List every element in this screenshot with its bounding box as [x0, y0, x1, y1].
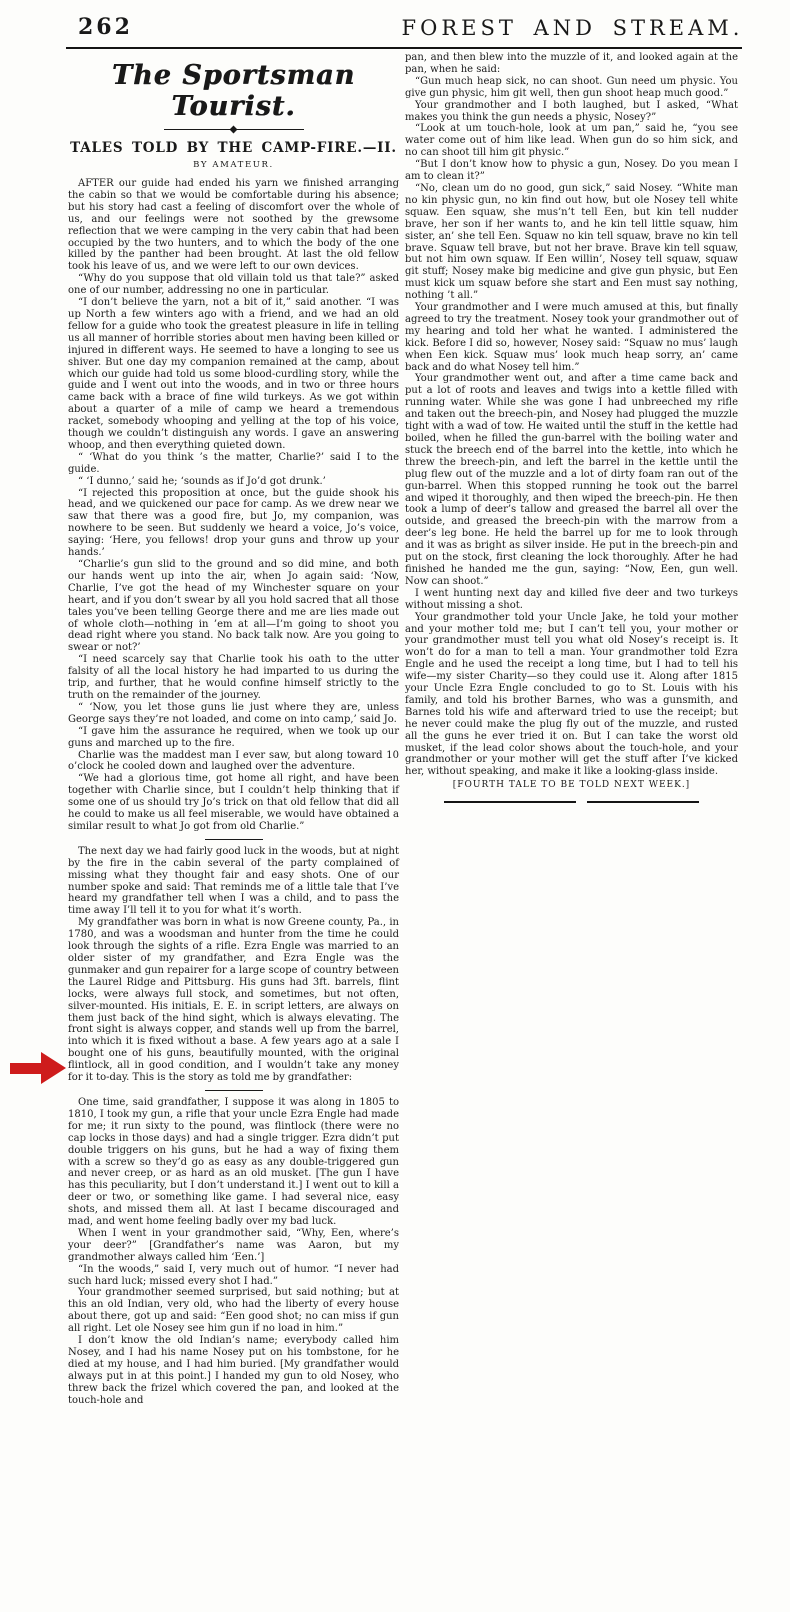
end-rule-segment — [444, 801, 576, 803]
section-head — [68, 60, 399, 170]
paragraph: Your grandmother and I both laughed, but I asked, “What makes you think the gun needs a physic, Nosey?” — [405, 99, 738, 123]
red-arrow-annotation-icon — [10, 1052, 68, 1084]
paragraph: “No, clean um do no good, gun sick,” said Nosey. “White man no kin physic gun, no kin find out how, but ole Nosey tell white squaw. Een squaw, she mus’n’t tell Een, but kin tell nudder brave, her son if her wants to, and he kin tell little squaw, him sister, an’ she tell Een. Squaw no kin tell squaw, brave no kin tell brave. Squaw tell brave, but not her brave. Brave kin tell squaw, but not him own squaw. If Een willin’, Nosey tell squaw, squaw git stuff; Nosey make big medicine and give gun physic, but Een must kick um squaw before she start and Een must say nothing, nothing ’t all.” — [405, 182, 738, 302]
paragraph: “ ‘Now, you let those guns lie just where they are, unless George says they’re not loaded, and come on into camp,’ said Jo. — [68, 701, 399, 725]
end-rule-segment — [587, 801, 699, 803]
paragraph: pan, and then blew into the muzzle of it, and looked again at the pan, when he said: — [405, 52, 738, 75]
section-divider — [205, 839, 263, 840]
paragraph: “I gave him the assurance he required, when we took up our guns and marched up to the fire. — [68, 725, 399, 749]
paragraph: I don’t know the old Indian’s name; everybody called him Nosey, and I had his name Nosey put on his tombstone, for he died at my house, and I had him buried. [My grandfather would always put in at this point.] I handed my gun to old Nosey, who threw back the frizel which covered the pan, and looked at the touch-hole and — [68, 1335, 399, 1406]
paragraph: I went hunting next day and killed five deer and two turkeys without missing a shot. — [405, 587, 738, 611]
paragraph: “Look at um touch-hole, look at um pan,” said he, “you see water come out of him like lead. When gun do so him sick, and no can shoot till him git physic.” — [405, 123, 738, 159]
end-rules — [405, 801, 738, 803]
page-number: 262 — [78, 14, 133, 40]
paragraph: “I don’t believe the yarn, not a bit of it,” said another. “I was up North a few winters ago with a friend, and we had an old fellow for a guide who took the greatest pleasure in life in telling us all manner of horrible stories about men having been killed or injured in different ways. He seemed to have a longing to see us shiver. But one day my companion remained at the camp, about which our guide had told us some blood-curdling story, while the guide and I went out into the woods, and in two or three hours came back with a brace of fine wild turkeys. As we got within about a quarter of a mile of camp we heard a tremendous racket, somebody whooping and yelling at the top of his voice, though we couldn’t distinguish any words. I gave an answering whoop, and then everything quieted down. — [68, 297, 399, 451]
paragraph: Your grandmother went out, and after a time came back and put a lot of roots and leaves and twigs into a kettle filled with running water. While she was gone I had unbreeched my rifle and taken out the breech-pin, and Nosey had plugged the muzzle tight with a wad of tow. He waited until the stuff in the kettle had boiled, when he filled the gun-barrel with the boiling water and stuck the breech end of the barrel into the kettle, into which he threw the breech-pin, and left the barrel in the kettle until the plug flew out of the muzzle and a lot of dirty foam ran out of the gun-barrel. When this stopped running he took out the barrel and wiped it thoroughly, and then wiped the breech-pin. He then took a lump of deer’s tallow and greased the barrel all over the outside, and greased the breech-pin with the marrow from a deer’s leg bone. He held the barrel up for me to look through and it was as bright as silver inside. He put in the breech-pin and put on the stock, first cleaning the lock thoroughly. After he had finished he handed me the gun, saying: “Now, Een, gun well. Now can shoot.” — [405, 373, 739, 587]
left-column — [68, 58, 399, 1407]
red-arrow-head — [41, 1052, 66, 1084]
paragraph: “I rejected this proposition at once, but the guide shook his head, and we quickened our pace for camp. As we drew near we saw that there was a good fire, but Jo, my companion, was nowhere to be seen. But suddenly we heard a voice, Jo’s voice, saying: ‘Here, you fellows! drop your guns and throw up your hands.’ — [68, 487, 399, 559]
section-title: The Sportsman Tourist. — [111, 60, 356, 122]
paragraph: Charlie was the maddest man I ever saw, but along toward 10 o’clock he cooled down and laughed over the adventure. — [68, 749, 399, 773]
divider-line — [235, 129, 304, 130]
paragraph: My grandfather was born in what is now Greene county, Pa., in 1780, and was a woodsman and hunter from the time he could look through the sights of a rifle. Ezra Engle was married to an older sister of my grandfather, and Ezra Engle was the gunmaker and gun repairer for a large scope of country between the Laurel Ridge and Pittsburg. His guns had 3ft. barrels, flint locks, were always full stock, and sometimes, but not often, silver-mounted. His initials, E. E. in script letters, are always on them just back of the hind sight, which is always elevating. The front sight is always copper, and stands well up from the barrel, into which it is fixed without a base. A few years ago at a sale I bought one of his guns, beautifully mounted, with the original flintlock, all in good condition, and I wouldn’t take any money for it to-day. This is the story as told me by grandfather: — [68, 917, 399, 1084]
paragraph: “Charlie’s gun slid to the ground and so did mine, and both our hands went up into the air, when Jo again said: ‘Now, Charlie, I’ve got the head of my Winchester square on your heart, and if you don’t swear by all you hold sacred that all those tales you’ve been telling George there and me are lies made out of whole cloth—nothing in ’em at all—I’m going to shoot you dead right where you stand. No back talk now. Are you going to swear or not?’ — [68, 559, 399, 654]
right-column — [405, 52, 738, 803]
paragraph: Your grandmother and I were much amused at this, but finally agreed to try the treatment. Nosey took your grandmother out of my hearing and told her what he wanted. I administered the kick. Before I did so, however, Nosey said: “Squaw no mus’ laugh when Een kick. Squaw mus’ look much heap sorry, an’ came back and do what Nosey tell him.” — [405, 302, 738, 373]
paragraph: [FOURTH TALE TO BE TOLD NEXT WEEK.] — [452, 780, 691, 791]
paragraph: “We had a glorious time, got home all right, and have been together with Charlie since, but I couldn’t help thinking that if some one of us should try Jo’s trick on that old fellow that did all he could to make us all feel miserable, we would have obtained a similar result to what Jo got from old Charlie.” — [68, 773, 399, 832]
paragraph: Your grandmother told your Uncle Jake, he told your mother and your mother told me; but I can’t tell you, your mother or your grandmother must tell you what old Nosey’s receipt is. It won’t do for a man to tell a man. Your grandmother told Ezra Engle and he used the receipt a long time, but I had to tell his wife—my sister Charity—so they could use it. Along after 1815 your Uncle Ezra Engle concluded to go to St. Louis with his family, and told his brother Barnes, who was a gunsmith, and Barnes told his wife and afterward tried to use the receipt; but he never could make the plug fly out of the muzzle, and rusted all the guns he ever tried it on. But I can take the worst old musket, if the lead color shows about the touch-hole, and your grandmother or your mother will get the stuff after I’ve kicked her, without speaking, and make it like a looking-glass inside. — [405, 611, 738, 778]
byline: BY AMATEUR. — [193, 160, 274, 170]
paragraph: “But I don’t know how to physic a gun, Nosey. Do you mean I am to clean it?” — [405, 159, 738, 183]
paragraph: “In the woods,” said I, very much out of humor. “I never had such hard luck; missed every shot I had.” — [68, 1263, 399, 1287]
header-rule — [66, 47, 742, 49]
diamond-icon — [230, 126, 238, 134]
left-column-text — [68, 178, 399, 1407]
divider-line — [164, 129, 233, 130]
paragraph: “Why do you suppose that old villain told us that tale?” asked one of our number, addressing no one in particular. — [68, 273, 399, 297]
paragraph: Your grandmother seemed surprised, but said nothing; but at this an old Indian, very old, who had the liberty of every house about there, got up and said: “Een good shot; no can miss if gun all right. Let ole Nosey see him gun if no load in him.” — [68, 1287, 399, 1335]
paragraph: AFTER our guide had ended his yarn we finished arranging the cabin so that we would be comfortable during his absence; but his story had cast a feeling of discomfort over the whole of us, and our feelings were not soothed by the grewsome reflection that we were camping in the very cabin that had been occupied by the two hunters, and to which the body of the one killed by the panther had been brought. At last the old fellow took his leave of us, and we were left to our own devices. — [68, 178, 399, 273]
right-column-text — [405, 52, 738, 792]
red-arrow-shaft — [10, 1063, 41, 1074]
paragraph: “I need scarcely say that Charlie took his oath to the utter falsity of all the local history he had imparted to us during the trip, and further, that he would confine himself strictly to the truth on the remainder of the journey. — [68, 654, 399, 701]
article-title: TALES TOLD BY THE CAMP-FIRE.—II. — [70, 140, 397, 156]
paragraph: When I went in your grandmother said, “Why, Een, where’s your deer?” [Grandfather’s name was Aaron, but my grandmother always called him ‘Een.’] — [68, 1227, 399, 1263]
ornament-divider — [164, 126, 304, 133]
section-divider — [205, 1090, 263, 1091]
paragraph: The next day we had fairly good luck in the woods, but at night by the fire in the cabin several of the party complained of missing what they thought fair and easy shots. One of our number spoke and said: That reminds me of a little tale that I’ve heard my grandfather tell when I was a child, and to pass the time away I’ll tell it to you for what it’s worth. — [68, 845, 399, 917]
paragraph: “ ‘What do you think ’s the matter, Charlie?’ said I to the guide. — [68, 451, 399, 475]
paragraph: “Gun much heap sick, no can shoot. Gun need um physic. You give gun physic, him git well, then gun shoot heap much good.” — [405, 75, 738, 99]
paragraph: “ ‘I dunno,’ said he; ‘sounds as if Jo’d got drunk.’ — [78, 475, 326, 487]
masthead-title: FOREST AND STREAM. — [401, 16, 744, 40]
paragraph: One time, said grandfather, I suppose it was along in 1805 to 1810, I took my gun, a rifle that your uncle Ezra Engle had made for me; it run sixty to the pound, was flintlock (there were no cap locks in those days) and had a single trigger. Ezra didn’t put double triggers on his guns, but he had a way of fixing them with a screw so they’d go as easy as any double-triggered gun and never creep, or as hard as an old musket. [The gun I have has this peculiarity, but I don’t understand it.] I went out to kill a deer or two, or something like game. I had several nice, easy shots, and missed them all. At last I became discouraged and mad, and went home feeling badly over my bad luck. — [68, 1096, 399, 1228]
